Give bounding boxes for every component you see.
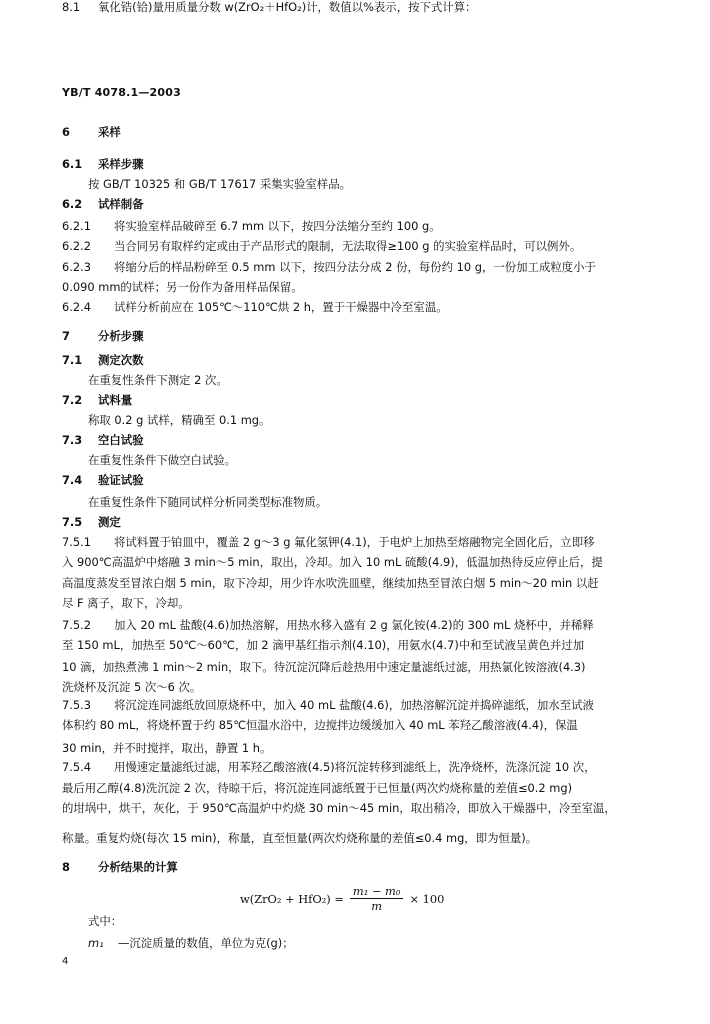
clause-text: 入 900℃高温炉中熔融 3 min～5 min，取出，冷却。加入 10 mL 硫酸(4.9)，低温加热待反应停止后，提 [62,555,603,569]
clause-text: 采样 [98,125,121,139]
where-definition [88,936,666,950]
text-line-s6-2-1 [62,219,666,233]
clause-number: 7.2 [62,393,83,407]
clause-number: 6.2.1 [62,219,91,233]
clause-text: 用慢速定量滤纸过滤，用苯羟乙酸溶液(4.5)将沉淀转移到滤纸上，洗净烧杯，洗涤沉淀 10 次， [114,760,596,774]
text-line-s6-2-2 [62,239,666,253]
formula-denominator: m [371,899,383,913]
clause-text: 将沉淀连同滤纸放回原烧杯中，加入 40 mL 盐酸(4.6)，加热溶解沉淀并捣碎滤纸，加水至试液 [114,698,594,712]
text-line-s7-5-1c [62,576,666,590]
formula-numerator: m₁ − m₀ [350,884,404,899]
clause-text: 的坩埚中，烘干，灰化，于 950℃高温炉中灼烧 30 min～45 min，取出稍冷，即放入干燥器中，冷至室温， [62,801,616,815]
text-line-s7-3-t [88,453,666,467]
clause-text: 在重复性条件下测定 2 次。 [88,373,228,387]
clause-number: 8.1 [62,0,81,14]
clause-text: 采样步骤 [98,157,144,171]
clause-number: 6.2 [62,197,83,211]
text-line-s6-2-3b [62,280,666,294]
clause-text: 氧化锆(铪)量用质量分数 w(ZrO₂＋HfO₂)计，数值以%表示，按下式计算： [98,0,477,14]
text-line-s7-5-3a [62,698,666,712]
clause-number: 7.5.2 [62,618,91,632]
text-line-s7-5 [62,515,666,529]
where-description: —沉淀质量的数值，单位为克(g)； [118,936,294,950]
formula-rhs: × 100 [409,891,445,906]
clause-text: 加入 20 mL 盐酸(4.6)加热溶解，用热水移入盛有 2 g 氯化铵(4.2)的 300 mL 烧杯中，并稀释 [114,618,594,632]
clause-text: 验证试验 [98,473,144,487]
formula-fraction [350,884,404,913]
clause-number: 7.5.1 [62,535,91,549]
text-line-s7-4-t [88,495,666,509]
standard-code-header: YB/T 4078.1—2003 [62,86,181,99]
text-line-s7-5-4d [62,831,666,845]
text-line-s7-3 [62,433,666,447]
clause-text: 洗烧杯及沉淀 5 次～6 次。 [62,680,202,694]
text-line-s7-5-2b [62,638,666,652]
text-line-s7-5-1a [62,535,666,549]
text-line-s7-5-4a [62,760,666,774]
text-line-s6 [62,125,666,139]
clause-text: 高温度蒸发至冒浓白烟 5 min，取下冷却，用少许水吹洗皿壁，继续加热至冒浓白烟 5 min～20 min 以赶 [62,576,599,590]
text-line-s7-4 [62,473,666,487]
clause-text: 称取 0.2 g 试样，精确至 0.1 mg。 [88,413,271,427]
clause-text: 0.090 mm的试样；另一份作为备用样品保留。 [62,280,303,294]
clause-text: 将试料置于铂皿中，覆盖 2 g～3 g 氟化氢钾(4.1)，于电炉上加热至熔融物完全固化后，立即移 [114,535,595,549]
page-number: 4 [62,956,69,967]
clause-number: 7.5 [62,515,83,529]
text-line-s7-5-3c [62,741,666,755]
text-line-s7-1 [62,353,666,367]
text-line-s7-5-4c [62,801,666,815]
clause-text: 至 150 mL，加热至 50℃～60℃，加 2 滴甲基红指示剂(4.10)，用氨水(4.7)中和至试液呈黄色并过加 [62,638,585,652]
clause-text: 分析步骤 [98,329,144,343]
text-line-s6-2-3a [62,260,666,274]
where-variable: m₁ [88,936,104,950]
text-line-s8-1 [62,0,666,14]
clause-number: 7.5.4 [62,760,91,774]
clause-number: 7 [62,329,70,343]
clause-text: 尽 F 离子，取下，冷却。 [62,596,190,610]
text-line-s6-2-4 [62,300,666,314]
clause-text: 在重复性条件下做空白试验。 [88,453,237,467]
clause-text: 当合同另有取样约定或由于产品形式的限制，无法取得≥100 g 的实验室样品时，可以例外。 [114,239,582,253]
clause-text: 将实验室样品破碎至 6.7 mm 以下，按四分法缩分至约 100 g。 [114,219,441,233]
clause-text: 试样分析前应在 105℃～110℃烘 2 h，置于干燥器中冷至室温。 [114,300,448,314]
clause-number: 8 [62,860,70,874]
text-line-s7-5-1d [62,596,666,610]
clause-text: 将缩分后的样品粉碎至 0.5 mm 以下，按四分法分成 2 份，每份约 10 g，一份加工成粒度小于 [114,260,596,274]
text-line-s7-5-2a [62,618,666,632]
text-line-s6-1 [62,157,666,171]
clause-text: 空白试验 [98,433,144,447]
text-line-s7-5-3b [62,718,666,732]
clause-text: 按 GB/T 10325 和 GB/T 17617 采集实验室样品。 [88,177,351,191]
clause-text: 30 min，并不时搅拌，取出，静置 1 h。 [62,741,272,755]
clause-number: 6 [62,125,70,139]
text-line-s8 [62,860,666,874]
clause-number: 7.5.3 [62,698,91,712]
text-line-s7-5-2d [62,680,666,694]
clause-text: 测定 [98,515,121,529]
text-line-s7-5-4b [62,781,666,795]
clause-text: 试料量 [98,393,133,407]
clause-number: 6.2.2 [62,239,91,253]
where-label: 式中： [88,914,123,928]
text-line-s7-5-1b [62,555,666,569]
clause-number: 7.3 [62,433,83,447]
text-line-s6-1-t [88,177,666,191]
clause-text: 测定次数 [98,353,144,367]
clause-number: 6.2.3 [62,260,91,274]
text-line-s7-5-2c [62,660,666,674]
clause-text: 10 滴，加热煮沸 1 min～2 min，取下。待沉淀沉降后趁热用中速定量滤纸过滤，用热氯化铵溶液(4.3) [62,660,586,674]
clause-number: 7.1 [62,353,83,367]
clause-number: 7.4 [62,473,83,487]
text-line-s7-2 [62,393,666,407]
text-line-s6-2 [62,197,666,211]
clause-number: 6.1 [62,157,83,171]
clause-text: 分析结果的计算 [98,860,178,874]
clause-text: 体积约 80 mL，将烧杯置于约 85℃恒温水浴中，边搅拌边缓缓加入 40 mL 苯羟乙酸溶液(4.4)，保温 [62,718,578,732]
clause-text: 称量。重复灼烧(每次 15 min)，称量，直至恒量(两次灼烧称量的差值≤0.4 mg，即为恒量)。 [62,831,538,845]
text-line-s7 [62,329,666,343]
formula-lhs: w(ZrO₂ + HfO₂) = [240,891,344,906]
formula [240,884,444,913]
text-line-s7-1-t [88,373,666,387]
clause-text: 试样制备 [98,197,144,211]
text-line-s7-2-t [88,413,666,427]
clause-text: 在重复性条件下随同试样分析同类型标准物质。 [88,495,328,509]
clause-text: 最后用乙醇(4.8)洗沉淀 2 次，待晾干后，将沉淀连同滤纸置于已恒量(两次灼烧称量的差值≤0.2 mg) [62,781,573,795]
clause-number: 6.2.4 [62,300,91,314]
